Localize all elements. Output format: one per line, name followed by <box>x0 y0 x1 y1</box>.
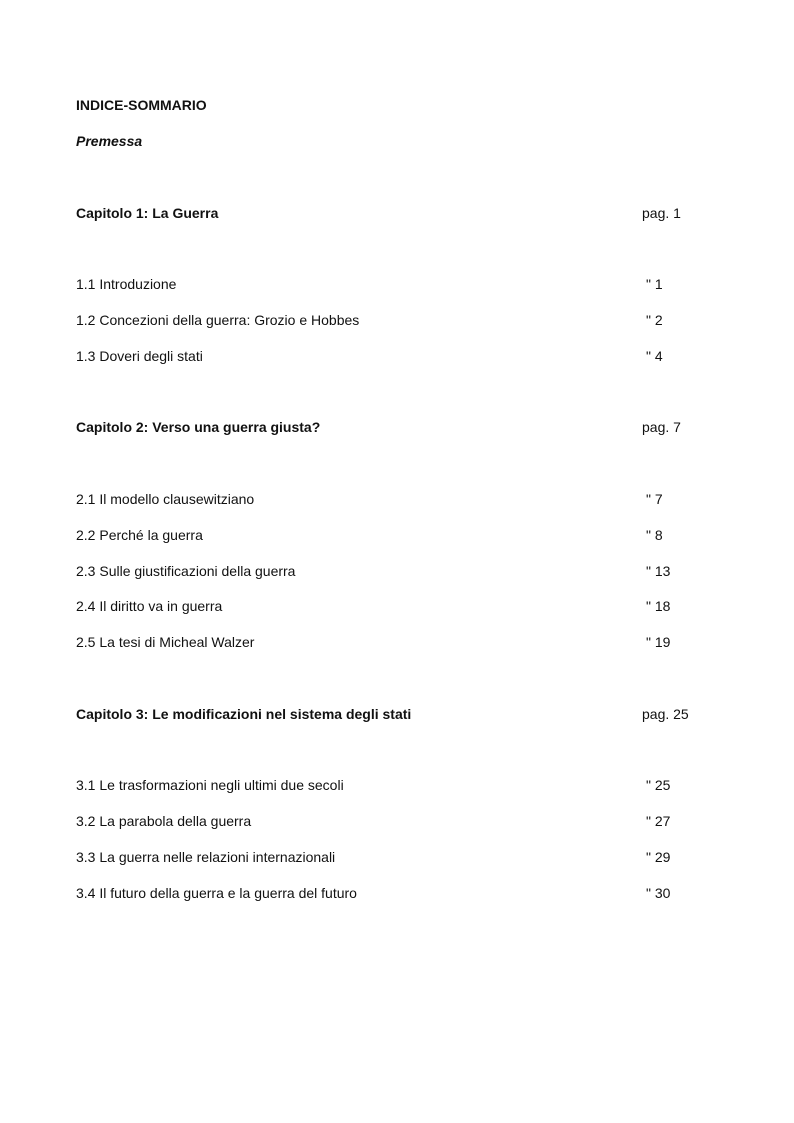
chapter-3-page: pag. 25 <box>642 706 689 722</box>
toc-title: INDICE-SOMMARIO <box>76 97 207 113</box>
section-2-5-page: " 19 <box>646 634 671 650</box>
section-3-2: 3.2 La parabola della guerra <box>76 813 252 829</box>
section-1-3: 1.3 Doveri degli stati <box>76 348 203 364</box>
section-3-4-page: " 30 <box>646 885 671 901</box>
section-2-2: 2.2 Perché la guerra <box>76 527 203 543</box>
section-2-1: 2.1 Il modello clausewitziano <box>76 491 255 507</box>
section-1-1: 1.1 Introduzione <box>76 276 177 292</box>
chapter-1-page: pag. 1 <box>642 205 681 221</box>
chapter-2-title: Capitolo 2: Verso una guerra giusta? <box>76 419 321 435</box>
section-3-1-page: " 25 <box>646 777 671 793</box>
section-2-4-page: " 18 <box>646 598 671 614</box>
section-3-3: 3.3 La guerra nelle relazioni internazionali <box>76 849 336 865</box>
chapter-2-page: pag. 7 <box>642 419 681 435</box>
chapter-3-title: Capitolo 3: Le modificazioni nel sistema degli stati <box>76 706 412 722</box>
section-3-1: 3.1 Le trasformazioni negli ultimi due secoli <box>76 777 344 793</box>
premise-heading: Premessa <box>76 133 143 149</box>
section-1-2-page: " 2 <box>646 312 663 328</box>
section-2-2-page: " 8 <box>646 527 663 543</box>
section-2-5: 2.5 La tesi di Micheal Walzer <box>76 634 255 650</box>
section-3-2-page: " 27 <box>646 813 671 829</box>
section-1-3-page: " 4 <box>646 348 663 364</box>
section-2-3: 2.3 Sulle giustificazioni della guerra <box>76 563 296 579</box>
section-1-1-page: " 1 <box>646 276 663 292</box>
section-3-4: 3.4 Il futuro della guerra e la guerra del futuro <box>76 885 357 901</box>
chapter-1-title: Capitolo 1: La Guerra <box>76 205 219 221</box>
section-2-3-page: " 13 <box>646 563 671 579</box>
section-2-1-page: " 7 <box>646 491 663 507</box>
section-1-2: 1.2 Concezioni della guerra: Grozio e Hobbes <box>76 312 360 328</box>
section-2-4: 2.4 Il diritto va in guerra <box>76 598 223 614</box>
section-3-3-page: " 29 <box>646 849 671 865</box>
